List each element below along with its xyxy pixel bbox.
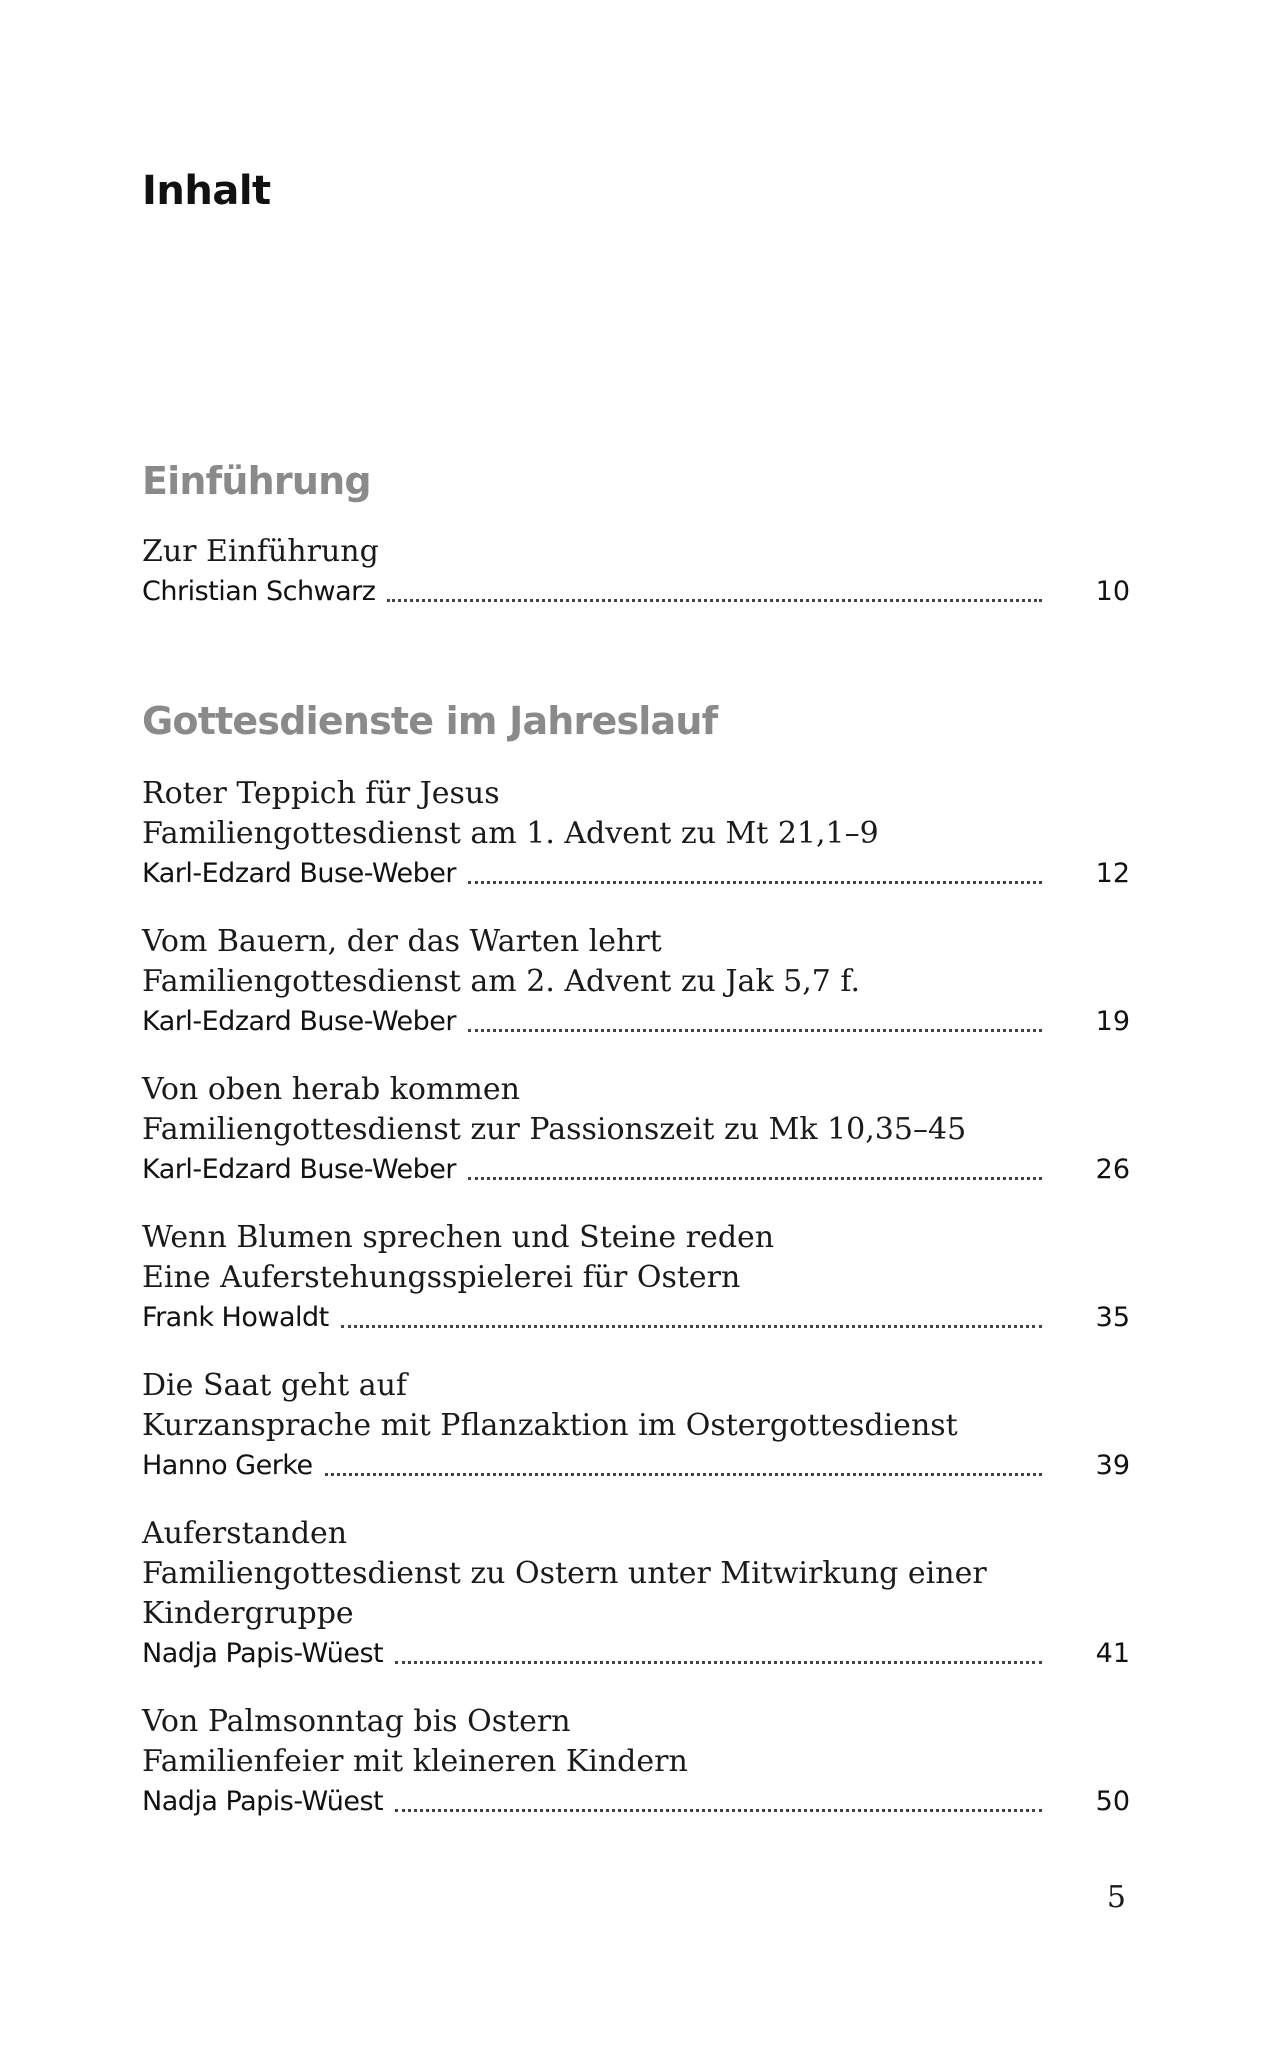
author-row (142, 1782, 1130, 1822)
toc-entry[interactable] (142, 1514, 1130, 1674)
author-row (142, 1446, 1130, 1486)
entry-title: Roter Teppich für Jesus (142, 776, 500, 811)
entry-page-number: 12 (1095, 858, 1130, 889)
page-title: Inhalt (142, 168, 271, 214)
entry-subtitle: Eine Auferstehungsspielerei für Ostern (142, 1260, 741, 1295)
entry-title: Die Saat geht auf (142, 1368, 408, 1403)
toc-entry[interactable] (142, 774, 1130, 894)
entry-author: Nadja Papis-Wüest (142, 1786, 384, 1817)
entry-author: Karl-Edzard Buse-Weber (142, 1006, 456, 1037)
entry-author: Nadja Papis-Wüest (142, 1638, 384, 1669)
entry-page-number: 35 (1095, 1302, 1130, 1333)
dot-leader (325, 1472, 1042, 1476)
entry-author: Karl-Edzard Buse-Weber (142, 858, 456, 889)
entry-page-number: 10 (1095, 576, 1130, 607)
entry-page-number: 39 (1095, 1450, 1130, 1481)
author-row (142, 1002, 1130, 1042)
toc-entry[interactable] (142, 922, 1130, 1042)
dot-leader (468, 1028, 1042, 1032)
dot-leader (468, 1176, 1042, 1180)
toc-entry[interactable] (142, 1702, 1130, 1822)
toc-entry[interactable] (142, 532, 1130, 612)
entry-title: Zur Einführung (142, 534, 379, 569)
dot-leader (468, 880, 1042, 884)
entry-title: Vom Bauern, der das Warten lehrt (142, 924, 662, 959)
entry-page-number: 41 (1095, 1638, 1130, 1669)
entry-author: Karl-Edzard Buse-Weber (142, 1154, 456, 1185)
entry-subtitle: Familiengottesdienst zu Ostern unter Mitwirkung einer (142, 1556, 987, 1591)
entry-page-number: 26 (1095, 1154, 1130, 1185)
toc-entry[interactable] (142, 1070, 1130, 1190)
entry-title: Wenn Blumen sprechen und Steine reden (142, 1220, 775, 1255)
page-folio-number: 5 (1106, 1880, 1126, 1915)
dot-leader (341, 1324, 1042, 1328)
toc-entry[interactable] (142, 1218, 1130, 1338)
entry-page-number: 19 (1095, 1006, 1130, 1037)
entry-title: Von Palmsonntag bis Ostern (142, 1704, 571, 1739)
dot-leader (387, 598, 1042, 602)
entry-subtitle: Familiengottesdienst am 2. Advent zu Jak 5,7 f. (142, 964, 860, 999)
entry-page-number: 50 (1095, 1786, 1130, 1817)
entry-subtitle: Familiengottesdienst am 1. Advent zu Mt 21,1–9 (142, 816, 879, 851)
dot-leader (395, 1660, 1042, 1664)
author-row (142, 1298, 1130, 1338)
entry-subtitle-continued: Kindergruppe (142, 1596, 354, 1631)
entry-subtitle: Familiengottesdienst zur Passionszeit zu Mk 10,35–45 (142, 1112, 967, 1147)
entry-author: Hanno Gerke (142, 1450, 313, 1481)
section-heading-einfuehrung: Einführung (142, 459, 371, 503)
entry-title: Auferstanden (142, 1516, 348, 1551)
author-row (142, 854, 1130, 894)
section-heading-gottesdienste: Gottesdienste im Jahreslauf (142, 699, 718, 743)
entry-subtitle: Kurzansprache mit Pflanzaktion im Ostergottesdienst (142, 1408, 958, 1443)
dot-leader (395, 1808, 1042, 1812)
author-row (142, 572, 1130, 612)
entry-author: Christian Schwarz (142, 576, 376, 607)
entry-title: Von oben herab kommen (142, 1072, 520, 1107)
entry-subtitle: Familienfeier mit kleineren Kindern (142, 1744, 688, 1779)
entry-author: Frank Howaldt (142, 1302, 329, 1333)
toc-entry[interactable] (142, 1366, 1130, 1486)
author-row (142, 1634, 1130, 1674)
author-row (142, 1150, 1130, 1190)
